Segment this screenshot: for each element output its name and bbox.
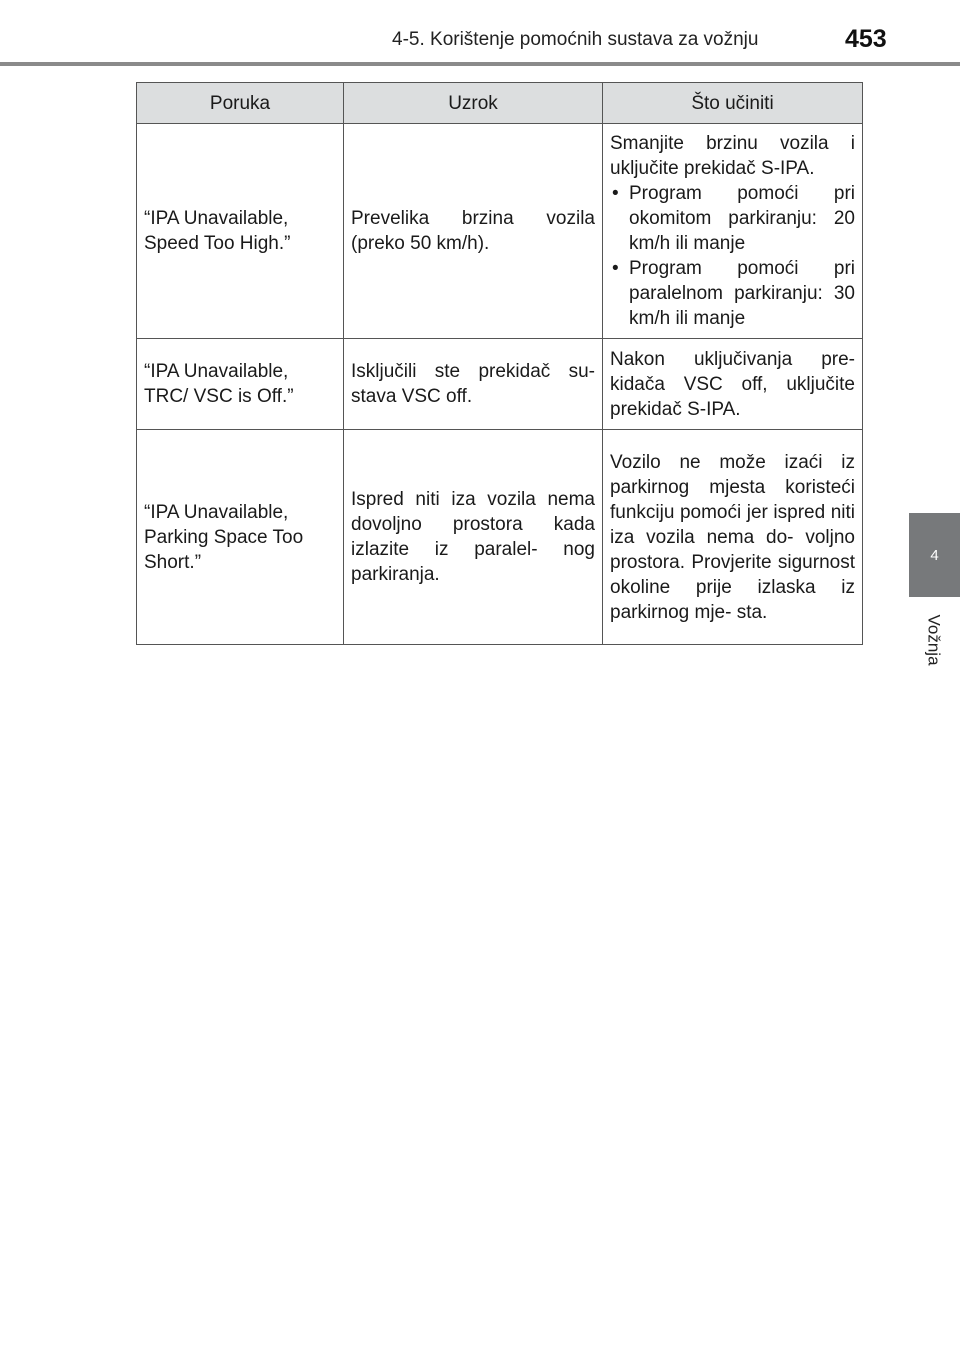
page-number: 453 xyxy=(845,25,887,53)
cause-cell: Isključili ste prekidač su- stava VSC off. xyxy=(344,339,603,430)
column-header-action: Što učiniti xyxy=(603,83,863,124)
chapter-label-text: Vožnja xyxy=(925,614,945,666)
list-item: • Program pomoći pri okomitom parkiranju: 20 km/h ili manje xyxy=(610,181,855,256)
chapter-tab[interactable] xyxy=(909,513,960,597)
chapter-number: 4 xyxy=(930,546,939,564)
cause-cell: Prevelika brzina vozila (preko 50 km/h). xyxy=(344,124,603,339)
cause-cell: Ispred niti iza vozila nema dovoljno prostora kada izlazite iz paralel- nog parkiranja. xyxy=(344,430,603,645)
chapter-label xyxy=(914,605,954,675)
action-cell: Nakon uključivanja pre- kidača VSC off, uključite prekidač S-IPA. xyxy=(603,339,863,430)
action-cell: Vozilo ne može izaći iz parkirnog mjesta koristeći funkciju pomoći jer ispred niti iza vozila nema do- voljno prostora. Provjerite sigurnost okoline prije izlaska iz parkirnog mje- sta. xyxy=(603,430,863,645)
message-cell: “IPA Unavailable, Speed Too High.” xyxy=(137,124,344,339)
action-cell xyxy=(603,124,863,339)
action-bullet-list xyxy=(610,181,855,331)
header-divider xyxy=(0,62,960,66)
table-header-row xyxy=(137,83,863,124)
message-cell: “IPA Unavailable, Parking Space Too Short.” xyxy=(137,430,344,645)
column-header-message: Poruka xyxy=(137,83,344,124)
section-title: 4-5. Korištenje pomoćnih sustava za vožnju xyxy=(392,29,759,50)
message-cell: “IPA Unavailable, TRC/ VSC is Off.” xyxy=(137,339,344,430)
list-item: • Program pomoći pri paralelnom parkiranju: 30 km/h ili manje xyxy=(610,256,855,331)
column-header-cause: Uzrok xyxy=(344,83,603,124)
message-table xyxy=(136,82,863,645)
table-row xyxy=(137,430,863,645)
action-intro: Smanjite brzinu vozila i uključite prekidač S-IPA. xyxy=(610,133,855,179)
table-row xyxy=(137,339,863,430)
table-row xyxy=(137,124,863,339)
